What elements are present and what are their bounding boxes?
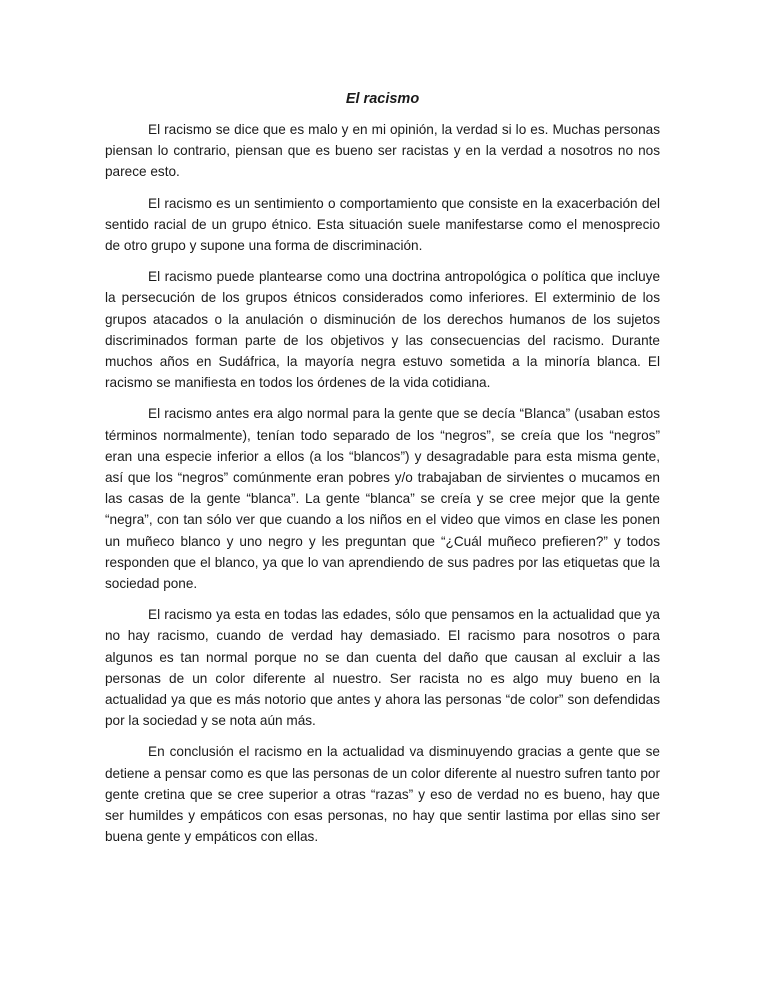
paragraph: El racismo se dice que es malo y en mi opinión, la verdad si lo es. Muchas personas piensan lo contrario, piensan que es bueno ser racistas y en la verdad a nosotros no nos parece esto.: [105, 122, 660, 180]
document-title: El racismo: [345, 91, 420, 107]
paragraph: En conclusión el racismo en la actualidad va disminuyendo gracias a gente que se detiene a pensar como es que las personas de un color diferente al nuestro sufren tanto por gente cretina que se cree superior a otras “razas” y eso de verdad no es bueno, hay que ser humildes y empáticos con esas personas, no hay que sentir lastima por ellas sino ser buena gente y empáticos con ellas.: [105, 744, 660, 845]
paragraph: El racismo antes era algo normal para la gente que se decía “Blanca” (usaban estos términos normalmente), tenían todo separado de los “negros”, se creía que los “negros” eran una especie inferior a ellos (a los “blancos”) y desagradable para esta misma gente, así que los “negros” comúnmente eran pobres y/o trabajaban de sirvientes o mucamos en las casas de la gente “blanca”. La gente “blanca” se creía y se cree mejor que la gente “negra”, con tan sólo ver que cuando a los niños en el video que vimos en clase les ponen un muñeco blanco y uno negro y les preguntan que “¿Cuál muñeco prefieren?” y todos responden que el blanco, ya que lo van aprendiendo de sus padres por las etiquetas que la sociedad pone.: [105, 406, 660, 592]
document-body: [105, 88, 660, 858]
paragraph: El racismo ya esta en todas las edades, sólo que pensamos en la actualidad que ya no hay racismo, cuando de verdad hay demasiado. El racismo para nosotros o para algunos es tan normal porque no se dan cuenta del daño que causan al excluir a las personas de un color diferente al nuestro. Ser racista no es algo muy bueno en la actualidad ya que es más notorio que antes y ahora las personas “de color” son defendidas por la sociedad y se nota aún más.: [105, 607, 660, 729]
paragraph: El racismo puede plantearse como una doctrina antropológica o política que incluye la persecución de los grupos étnicos considerados como inferiores. El exterminio de los grupos atacados o la anulación o disminución de los derechos humanos de los sujetos discriminados forman parte de los objetivos y las consecuencias del racismo. Durante muchos años en Sudáfrica, la mayoría negra estuvo sometida a la minoría blanca. El racismo se manifiesta en todos los órdenes de la vida cotidiana.: [105, 269, 660, 391]
paragraph: El racismo es un sentimiento o comportamiento que consiste en la exacerbación del sentido racial de un grupo étnico. Esta situación suele manifestarse como el menosprecio de otro grupo y supone una forma de discriminación.: [105, 195, 660, 254]
